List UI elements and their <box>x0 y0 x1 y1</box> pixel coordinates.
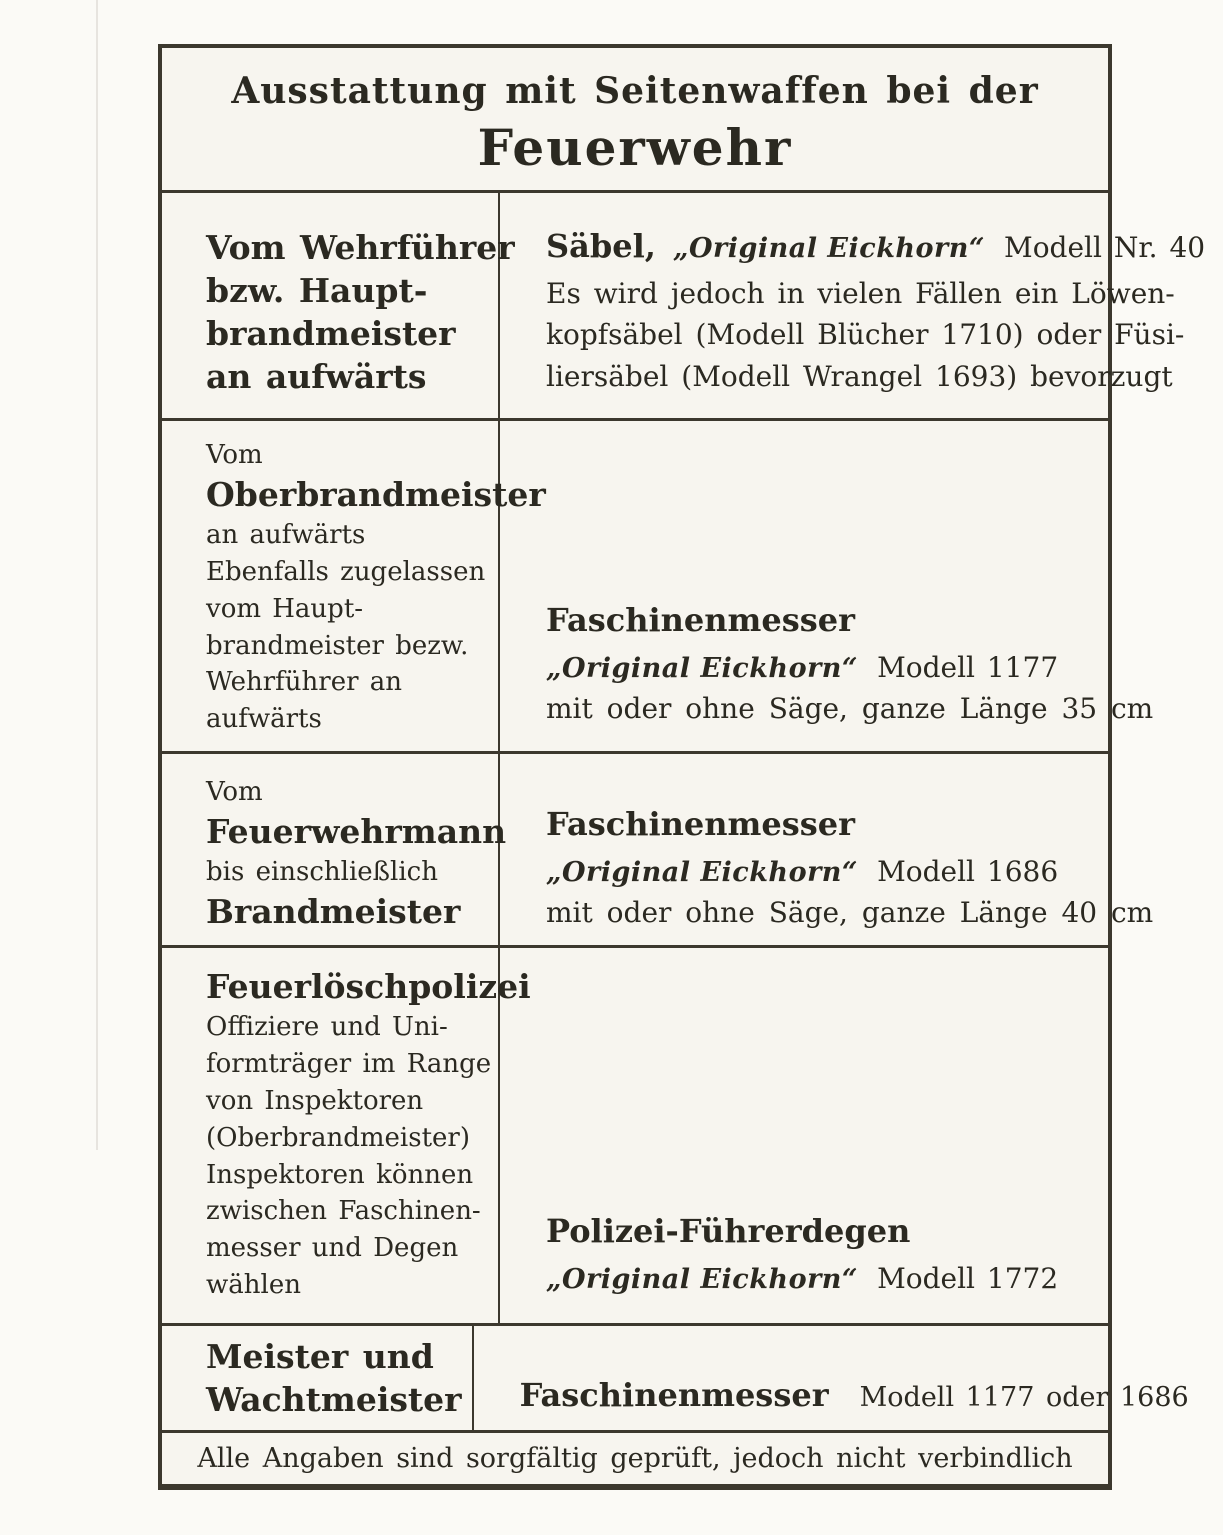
rank-line: messer und Degen <box>206 1233 459 1264</box>
rank-cell <box>162 948 531 1323</box>
note-line: kopfsäbel (Modell Blücher 1710) oder Füsi- <box>546 318 1185 352</box>
model-text: Modell 1177 <box>877 651 1059 684</box>
rank-line: Feuerlöschpolizei <box>206 967 531 1006</box>
rank-line: Inspektoren können <box>206 1159 474 1190</box>
weapon-brand-line <box>546 1262 1090 1295</box>
table-row-wehrfuehrer <box>162 190 1206 418</box>
rank-cell <box>162 193 515 418</box>
note-line: Es wird jedoch in vielen Fällen ein Löwen- <box>546 277 1175 310</box>
rank-line: Ebenfalls zugelassen <box>206 556 486 587</box>
rank-line: Wehrführer an <box>206 667 403 698</box>
rank-line: Feuerwehrmann <box>206 811 507 851</box>
detail-text: mit oder ohne Säge, ganze Länge 40 cm <box>546 896 1154 929</box>
weapon-name: Faschinenmesser <box>546 601 855 639</box>
rank-line: bzw. Haupt- <box>206 270 428 310</box>
brand-name: „Original Eickhorn“ <box>672 233 985 264</box>
weapon-name: Faschinenmesser <box>546 805 855 843</box>
weapon-cell <box>500 193 1223 418</box>
model-text: Modell 1686 <box>877 855 1059 888</box>
rank-line: wählen <box>206 1270 301 1301</box>
rank-line: Meister und <box>206 1337 434 1376</box>
rank-line: formträger im Range <box>206 1048 492 1079</box>
rank-line: bis einschließlich <box>206 856 438 887</box>
equipment-table <box>158 44 1206 1490</box>
brand-name: „Original Eickhorn“ <box>546 653 858 684</box>
rank-line: Offiziere und Uni- <box>206 1011 448 1042</box>
rank-line: brandmeister bezw. <box>206 630 469 661</box>
rank-line: Vom Wehrführer <box>206 228 515 267</box>
rank-cell <box>162 421 546 751</box>
rank-line: Vom <box>206 777 263 807</box>
table-row-oberbrandmeister <box>162 418 1154 751</box>
table-row-feuerloeschpolizei <box>162 945 1108 1323</box>
weapon-name: Säbel, <box>546 227 656 265</box>
table-row-meister <box>162 1323 1189 1430</box>
model-text: Modell 1177 oder 1686 <box>859 1382 1189 1413</box>
weapon-brand-line <box>546 855 1153 888</box>
rank-line: an aufwärts <box>206 519 366 550</box>
scan-crease-line <box>96 0 98 1150</box>
weapon-cell <box>500 421 1171 751</box>
rank-line: Wachtmeister <box>206 1379 462 1419</box>
table-title-line2: Feuerwehr <box>477 118 793 177</box>
table-title <box>162 48 1108 190</box>
note-line: liersäbel (Modell Wrangel 1693) bevorzugt <box>546 359 1173 393</box>
rank-line: brandmeister <box>206 313 456 353</box>
rank-line: Oberbrandmeister <box>206 474 546 514</box>
table-row-feuerwehrmann <box>162 751 1154 945</box>
rank-line: Brandmeister <box>206 891 461 931</box>
rank-cell <box>162 1326 474 1430</box>
weapon-cell <box>500 754 1171 945</box>
weapon-heading <box>520 1376 1189 1414</box>
weapon-heading <box>546 227 1205 265</box>
weapon-cell <box>474 1326 1207 1430</box>
rank-line: zwischen Faschinen- <box>206 1196 481 1227</box>
detail-text: mit oder ohne Säge, ganze Länge 35 cm <box>546 692 1154 725</box>
weapon-name: Polizei-Führerdegen <box>546 1212 911 1250</box>
rank-line: vom Haupt- <box>206 593 364 624</box>
rank-line: von Inspektoren <box>206 1085 424 1116</box>
rank-cell <box>162 754 507 945</box>
model-text: Modell Nr. 40 <box>1004 231 1206 264</box>
rank-line: aufwärts <box>206 704 322 735</box>
footer-row <box>162 1430 1108 1486</box>
rank-line: Vom <box>206 440 263 470</box>
weapon-cell <box>500 948 1108 1323</box>
weapon-brand-line <box>546 651 1153 684</box>
model-text: Modell 1772 <box>877 1262 1059 1295</box>
brand-name: „Original Eickhorn“ <box>546 1264 858 1295</box>
rank-line: (Oberbrandmeister) <box>206 1122 470 1153</box>
table-title-line1: Ausstattung mit Seitenwaffen bei der <box>231 70 1039 112</box>
brand-name: „Original Eickhorn“ <box>546 857 858 888</box>
weapon-name: Faschinenmesser <box>519 1376 829 1414</box>
rank-line: an aufwärts <box>206 356 427 396</box>
footer-note: Alle Angaben sind sorgfältig geprüft, jedoch nicht verbindlich <box>197 1443 1073 1474</box>
